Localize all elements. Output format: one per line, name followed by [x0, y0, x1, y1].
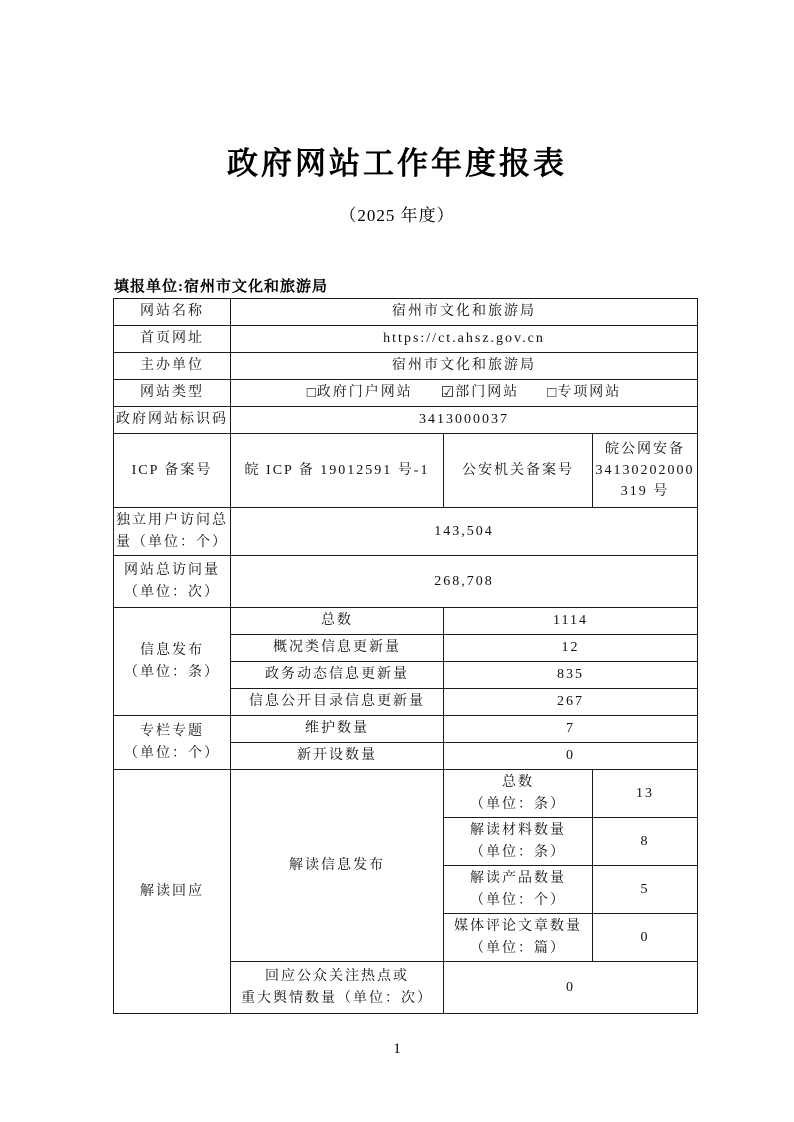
row-total-visits [114, 556, 698, 608]
row-icp [114, 434, 698, 508]
annual-report-table [113, 298, 698, 1014]
site-type-label: 网站类型 [114, 380, 231, 407]
interpretation-item-label: 总数 （单位：条） [444, 770, 593, 818]
interpretation-item-label: 媒体评论文章数量 （单位：篇） [444, 914, 593, 962]
row-site-code [114, 407, 698, 434]
interpretation-item-value: 8 [593, 818, 698, 866]
row-special-maintained [114, 716, 698, 743]
page-title: 政府网站工作年度报表 [227, 146, 567, 181]
site-type-option-label: 部门网站 [455, 385, 520, 400]
interpretation-item-value: 13 [593, 770, 698, 818]
interpretation-item-value: 0 [593, 914, 698, 962]
site-type-options [231, 380, 698, 407]
site-code-value: 3413000037 [231, 407, 698, 434]
organizer-label: 主办单位 [114, 353, 231, 380]
site-type-option-portal [307, 382, 413, 404]
checkbox-checked-icon: ☑ [440, 385, 455, 401]
info-publish-item-label: 概况类信息更新量 [231, 635, 444, 662]
response-value: 0 [444, 962, 698, 1014]
icp-label: ICP 备案号 [114, 434, 231, 508]
info-publish-label: 信息发布 （单位：条） [114, 608, 231, 716]
reporting-unit-label: 填报单位:宿州市文化和旅游局 [114, 279, 328, 295]
interpretation-item-label: 解读产品数量 （单位：个） [444, 866, 593, 914]
row-home-url [114, 326, 698, 353]
row-interpretation-total [114, 770, 698, 818]
police-record-value: 皖公网安备 34130202000 319 号 [593, 434, 698, 508]
special-item-label: 维护数量 [231, 716, 444, 743]
info-publish-item-label: 总数 [231, 608, 444, 635]
home-url-label: 首页网址 [114, 326, 231, 353]
row-info-publish-total [114, 608, 698, 635]
info-publish-item-label: 政务动态信息更新量 [231, 662, 444, 689]
organizer-value: 宿州市文化和旅游局 [231, 353, 698, 380]
info-publish-item-value: 835 [444, 662, 698, 689]
page-subtitle: （2025 年度） [339, 206, 455, 225]
info-publish-item-value: 12 [444, 635, 698, 662]
interpretation-item-label: 解读材料数量 （单位：条） [444, 818, 593, 866]
unique-visitors-label: 独立用户访问总 量（单位：个） [114, 508, 231, 556]
special-item-label: 新开设数量 [231, 743, 444, 770]
special-item-value: 0 [444, 743, 698, 770]
checkbox-unchecked-icon: □ [547, 385, 557, 401]
site-type-option-label: 专项网站 [557, 385, 622, 400]
home-url-value: https://ct.ahsz.gov.cn [231, 326, 698, 353]
police-record-label: 公安机关备案号 [444, 434, 593, 508]
info-publish-item-label: 信息公开目录信息更新量 [231, 689, 444, 716]
site-code-label: 政府网站标识码 [114, 407, 231, 434]
row-site-name [114, 299, 698, 326]
row-organizer [114, 353, 698, 380]
special-columns-label: 专栏专题 （单位：个） [114, 716, 231, 770]
total-visits-label: 网站总访问量 （单位：次） [114, 556, 231, 608]
icp-value: 皖 ICP 备 19012591 号-1 [231, 434, 444, 508]
total-visits-value: 268,708 [231, 556, 698, 608]
unique-visitors-value: 143,504 [231, 508, 698, 556]
site-type-option-department [441, 382, 519, 404]
checkbox-unchecked-icon: □ [306, 385, 316, 401]
page-number: 1 [393, 1041, 401, 1057]
interpretation-label: 解读回应 [114, 770, 231, 1014]
row-site-type [114, 380, 698, 407]
info-publish-item-value: 267 [444, 689, 698, 716]
site-type-option-special [547, 382, 621, 404]
info-publish-item-value: 1114 [444, 608, 698, 635]
interpretation-item-value: 5 [593, 866, 698, 914]
interpretation-publish-label: 解读信息发布 [231, 770, 444, 962]
site-type-option-label: 政府门户网站 [316, 385, 413, 400]
site-name-label: 网站名称 [114, 299, 231, 326]
special-item-value: 7 [444, 716, 698, 743]
site-name-value: 宿州市文化和旅游局 [231, 299, 698, 326]
row-unique-visitors [114, 508, 698, 556]
response-label: 回应公众关注热点或 重大舆情数量（单位：次） [231, 962, 444, 1014]
